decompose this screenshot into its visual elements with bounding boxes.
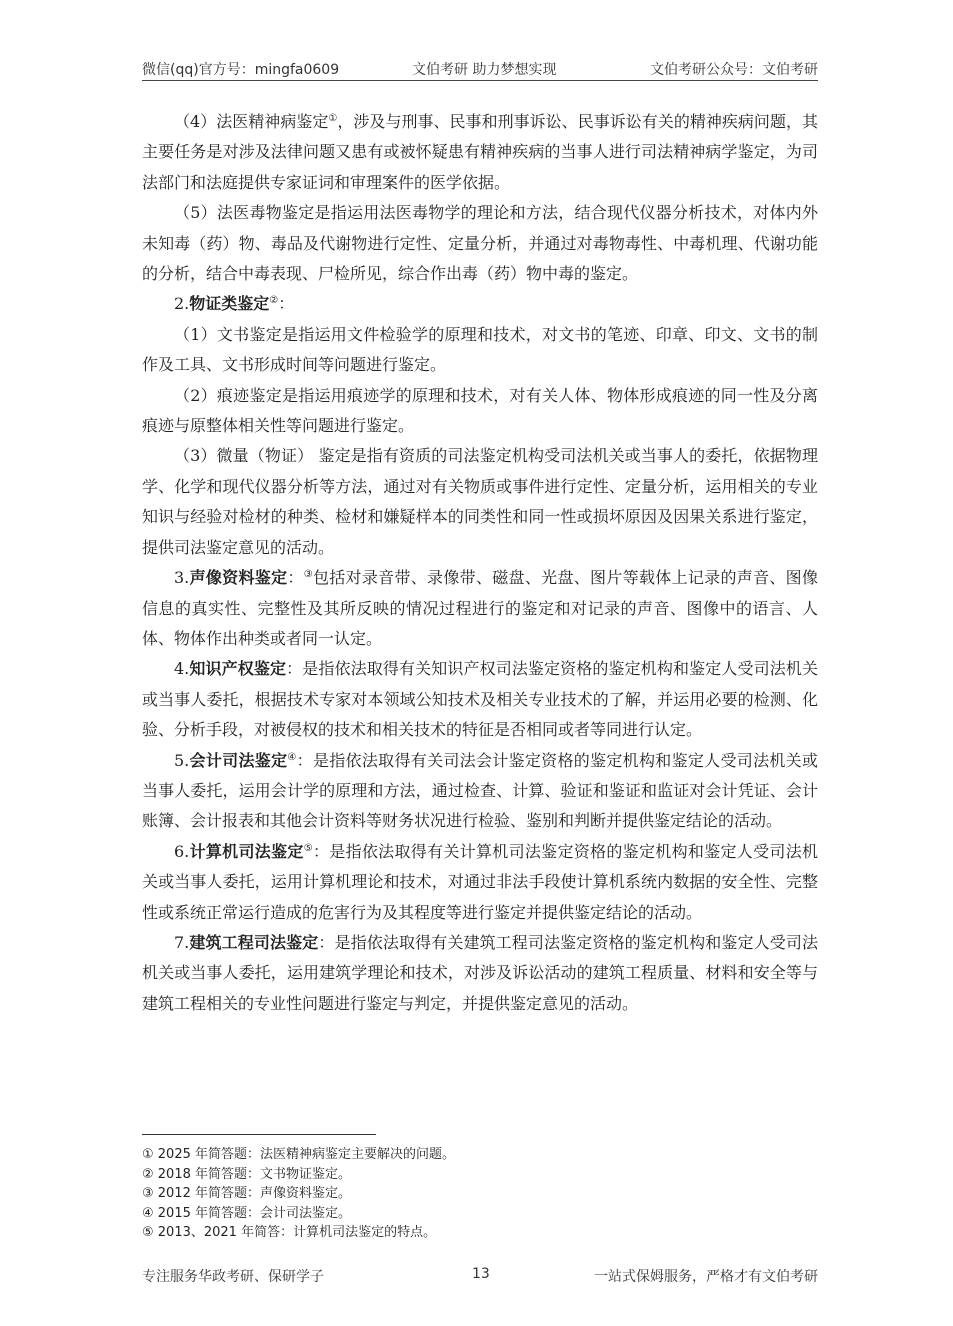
footnote-4: ④ 2015 年简答题：会计司法鉴定。 bbox=[142, 1205, 352, 1221]
paragraph-audio-video: 3.声像资料鉴定：③包括对录音带、录像带、磁盘、光盘、图片等载体上记录的声音、图像信息的真实性、完整性及其所反映的情况过程进行的鉴定和对记录的声音、图像中的语言、人体、物体作出种类或者同一认定。 bbox=[142, 568, 818, 648]
footnote-5: ⑤ 2013、2021 年简答：计算机司法鉴定的特点。 bbox=[142, 1225, 437, 1240]
paragraph-computer-forensics: 6.计算机司法鉴定⑤：是指依法取得有关计算机司法鉴定资格的鉴定机构和鉴定人受司法机关或当事人委托，运用计算机理论和技术，对通过非法手段使计算机系统内数据的安全性、完整性或系统正常运行造成的危害行为及其程度等进行鉴定并提供鉴定结论的活动。 bbox=[142, 841, 818, 922]
footnotes bbox=[142, 1145, 818, 1243]
paragraph-document-examination: （1）文书鉴定是指运用文件检验学的原理和技术，对文书的笔迹、印章、印文、文书的制作及工具、文书形成时间等问题进行鉴定。 bbox=[142, 324, 818, 375]
header-right-account: 文伯考研公众号：文伯考研 bbox=[650, 62, 818, 78]
paragraph-intellectual-property: 4.知识产权鉴定：是指依法取得有关知识产权司法鉴定资格的鉴定机构和鉴定人受司法机关或当事人委托，根据技术专家对本领域公知技术及相关专业技术的了解，并运用必要的检测、化验、分析手段，对被侵权的技术和相关技术的特征是否相同或者等同进行认定。 bbox=[142, 659, 818, 740]
header-left-contact: 微信(qq)官方号：mingfa0609 bbox=[142, 62, 340, 78]
footnote-ref-3: ③ bbox=[303, 569, 313, 581]
paragraph-accounting: 5.会计司法鉴定④：是指依法取得有关司法会计鉴定资格的鉴定机构和鉴定人受司法机关或当事人委托，运用会计学的原理和方法，通过检查、计算、验证和鉴证和监证对会计凭证、会计账簿、会计报表和其他会计资料等财务状况进行检验、鉴别和判断并提供鉴定结论的活动。 bbox=[142, 750, 818, 831]
footer-right-slogan: 一站式保姆服务，严格才有文伯考研 bbox=[594, 1269, 818, 1285]
header-slogan: 文伯考研 助力梦想实现 bbox=[412, 62, 557, 78]
footnote-separator bbox=[142, 1134, 376, 1135]
page-footer bbox=[142, 1266, 818, 1288]
footnote-ref-5: ⑤ bbox=[303, 842, 313, 854]
paragraph-trace-examination: （2）痕迹鉴定是指运用痕迹学的原理和技术，对有关人体、物体形成痕迹的同一性及分离痕迹与原整体相关性等问题进行鉴定。 bbox=[142, 385, 818, 436]
footer-left-slogan: 专注服务华政考研、保研学子 bbox=[142, 1269, 324, 1285]
document-body bbox=[142, 107, 818, 1019]
footnote-2: ② 2018 年简答题：文书物证鉴定。 bbox=[142, 1166, 352, 1182]
paragraph-construction: 7.建筑工程司法鉴定：是指依法取得有关建筑工程司法鉴定资格的鉴定机构和鉴定人受司法机关或当事人委托，运用建筑学理论和技术，对涉及诉讼活动的建筑工程质量、材料和安全等与建筑工程相关的专业性问题进行鉴定与判定，并提供鉴定意见的活动。 bbox=[142, 932, 818, 1013]
paragraph-micro-evidence: （3）微量（物证） 鉴定是指有资质的司法鉴定机构受司法机关或当事人的委托，依据物理学、化学和现代仪器分析等方法，通过对有关物质或事件进行定性、定量分析，运用相关的专业知识与经验对检材的种类、检材和嫌疑样本的同类性和同一性或损坏原因及因果关系进行鉴定，提供司法鉴定意见的活动。 bbox=[142, 446, 818, 557]
paragraph-forensic-toxicology: （5）法医毒物鉴定是指运用法医毒物学的理论和方法，结合现代仪器分析技术，对体内外未知毒（药）物、毒品及代谢物进行定性、定量分析，并通过对毒物毒性、中毒机理、代谢功能的分析，结合中毒表现、尸检所见，综合作出毒（药）物中毒的鉴定。 bbox=[142, 203, 818, 284]
heading-physical-evidence: 2.物证类鉴定②： bbox=[174, 294, 295, 314]
page-header bbox=[142, 58, 818, 81]
page-number: 13 bbox=[472, 1266, 490, 1282]
footnote-1: ① 2025 年简答题：法医精神病鉴定主要解决的问题。 bbox=[142, 1147, 456, 1162]
paragraph-forensic-psychiatry: （4）法医精神病鉴定①，涉及与刑事、民事和刑事诉讼、民事诉讼有关的精神疾病问题，其主要任务是对涉及法律问题又患有或被怀疑患有精神疾病的当事人进行司法精神病学鉴定，为司法部门和法庭提供专家证词和审理案件的医学依据。 bbox=[142, 112, 818, 192]
footnote-3: ③ 2012 年简答题：声像资料鉴定。 bbox=[142, 1186, 352, 1201]
footnote-ref-2: ② bbox=[269, 295, 279, 307]
footnote-ref-1: ① bbox=[328, 113, 338, 124]
footnote-ref-4: ④ bbox=[287, 751, 297, 763]
